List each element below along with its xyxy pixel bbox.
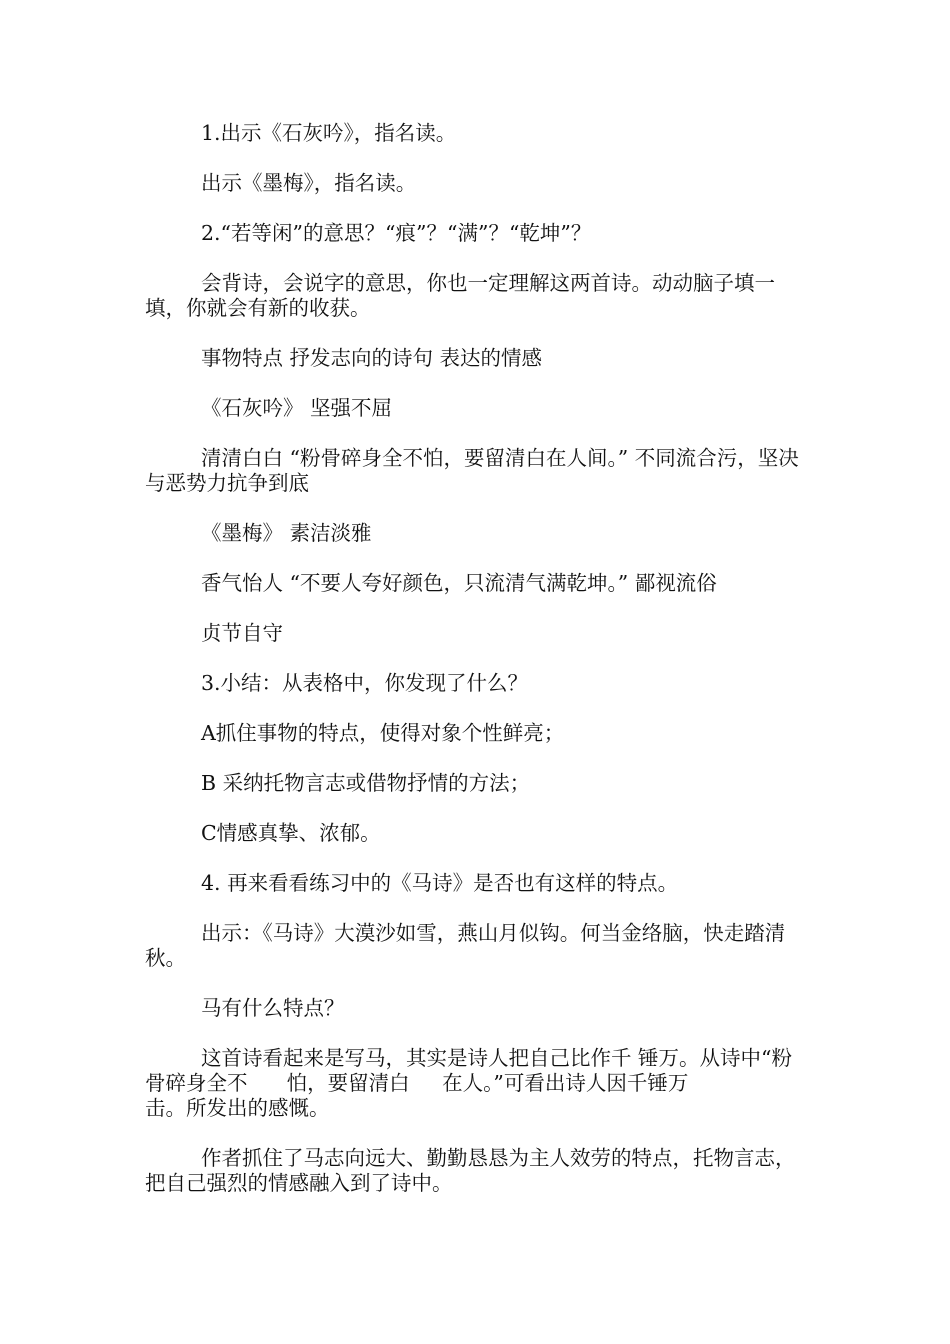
paragraph-15: 4. 再来看看练习中的《马诗》是否也有这样的特点。 — [201, 871, 679, 895]
paragraph-10: 贞节自守 — [201, 621, 283, 645]
paragraph-7: 清清白白 “粉骨碎身全不怕，要留清白在人间。” 不同流合污，坚决与恶势力抗争到底 — [145, 446, 799, 495]
paragraph-12: A抓住事物的特点，使得对象个性鲜亮； — [201, 721, 565, 745]
paragraph-5: 事物特点 抒发志向的诗句 表达的情感 — [201, 346, 543, 370]
paragraph-19: 作者抓住了马志向远大、勤勤恳恳为主人效劳的特点，托物言志，把自己强烈的情感融入到了诗中。 — [145, 1146, 796, 1195]
paragraph-9: 香气怡人 “不要人夸好颜色，只流清气满乾坤。” 鄙视流俗 — [201, 571, 717, 595]
paragraph-1: 1.出示《石灰吟》，指名读。 — [201, 121, 457, 145]
paragraph-3: 2.“若等闲”的意思？“痕”？“满”？“乾坤”？ — [201, 221, 592, 245]
paragraph-18: 这首诗看起来是写马，其实是诗人把自己比作千 锤万。从诗中“粉骨碎身全不 怕，要留清白 在人。”可看出诗人因千锤万 击。所发出的感慨。 — [145, 1046, 878, 1120]
paragraph-11: 3.小结：从表格中，你发现了什么？ — [201, 671, 529, 695]
paragraph-6: 《石灰吟》 坚强不屈 — [201, 396, 393, 420]
paragraph-17: 马有什么特点？ — [201, 996, 345, 1020]
paragraph-8: 《墨梅》 素洁淡雅 — [201, 521, 372, 545]
paragraph-2: 出示《墨梅》，指名读。 — [201, 171, 417, 195]
paragraph-4: 会背诗，会说字的意思，你也一定理解这两首诗。动动脑子填一填，你就会有新的收获。 — [145, 271, 775, 320]
document-body — [145, 121, 878, 1196]
paragraph-14: C情感真挚、浓郁。 — [201, 821, 381, 845]
paragraph-16: 出示：《马诗》大漠沙如雪，燕山月似钩。何当金络脑，快走踏清秋。 — [145, 921, 786, 970]
paragraph-13: B 采纳托物言志或借物抒情的方法； — [201, 771, 531, 795]
